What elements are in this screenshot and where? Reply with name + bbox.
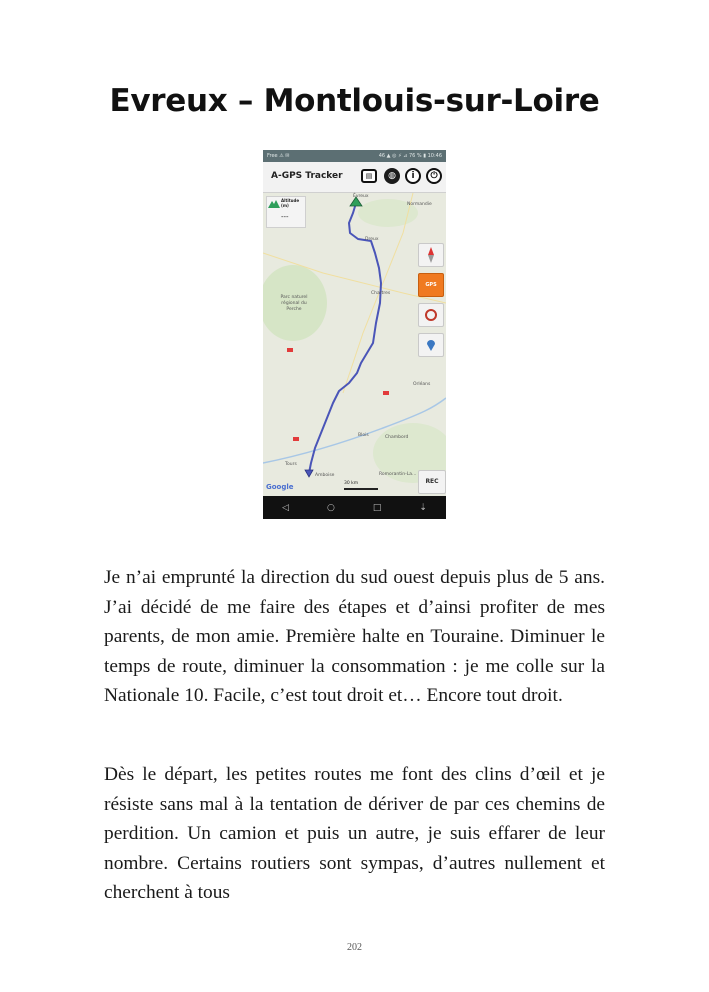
road-sign-icon xyxy=(383,391,389,395)
compass-icon xyxy=(426,247,436,263)
status-bar xyxy=(263,150,446,162)
map-label-romorantin: Romorantin-La... xyxy=(379,472,417,477)
notifications-icon[interactable]: ⇣ xyxy=(419,502,427,513)
body-paragraph: Dès le départ, les petites routes me font des clins d’œil et je résiste sans mal à la tentation de dériver de par ces chemins de perdition. Un camion et puis un autre, je suis effarer de leur nombre. Certains routiers sont sympas, d’autres nullement et cherchent à tous xyxy=(104,764,605,904)
altitude-label: Altitude (m) xyxy=(281,198,300,208)
mountain-icon xyxy=(268,199,280,208)
map-label-orleans: Orléans xyxy=(413,382,431,387)
record-button[interactable]: REC xyxy=(418,470,446,494)
map-label-chambord: Chambord xyxy=(385,435,409,440)
page-title: Evreux – Montlouis-sur-Loire xyxy=(109,83,600,119)
altitude-value: --- xyxy=(281,213,289,221)
app-screenshot xyxy=(263,150,446,519)
map-label-tours: Tours xyxy=(285,462,297,467)
altitude-widget[interactable] xyxy=(266,196,306,228)
recents-icon[interactable]: □ xyxy=(372,502,382,513)
map-label-dreux: Dreux xyxy=(365,237,379,242)
pin-icon xyxy=(426,339,436,351)
app-toolbar xyxy=(263,162,446,193)
map-label-amboise: Amboise xyxy=(315,473,335,478)
gps-button[interactable]: GPS xyxy=(418,273,444,297)
power-icon[interactable]: ⏻ xyxy=(426,168,442,184)
compass-button[interactable] xyxy=(418,243,444,267)
sd-card-icon[interactable]: ▤ xyxy=(361,169,377,183)
map-label-blois: Blois xyxy=(358,433,369,438)
info-icon[interactable]: i xyxy=(405,168,421,184)
road-sign-icon xyxy=(287,348,293,352)
road-sign-icon xyxy=(293,437,299,441)
map-label-chartres: Chartres xyxy=(371,291,391,296)
toolbar-icons xyxy=(359,168,442,184)
map-label-evreux: Évreux xyxy=(353,194,369,199)
center-location-button[interactable] xyxy=(418,303,444,327)
status-left: Free ⚠ ✉ xyxy=(267,153,290,159)
home-icon[interactable]: ○ xyxy=(326,502,335,513)
map-scale-label: 30 km xyxy=(344,481,359,486)
map-scale-bar xyxy=(344,488,378,490)
google-logo: Google xyxy=(266,483,294,491)
back-icon[interactable]: ◁ xyxy=(282,502,289,513)
android-nav-bar xyxy=(263,496,446,519)
status-right: 46 ▲ ◎ ⚡ ⊿ 76 % ▮ 10:46 xyxy=(378,153,442,159)
marker-button[interactable] xyxy=(418,333,444,357)
globe-icon[interactable]: ◍ xyxy=(384,168,400,184)
app-title: A-GPS Tracker xyxy=(271,171,343,181)
target-icon xyxy=(425,309,437,321)
map-label-normandie: Normandie xyxy=(407,202,432,207)
map-label-parc: Parc naturel régional du Perche xyxy=(280,295,308,312)
body-paragraph: Je n’ai emprunté la direction du sud ouest depuis plus de 5 ans. J’ai décidé de me faire des étapes et d’ainsi profiter de mes parents, de mon amie. Première halte en Touraine. Diminuer le temps de route, diminuer la consommation : je me colle sur la Nationale 10. Facile, c’est tout droit et… Encore tout droit. xyxy=(104,567,605,707)
page-number: 202 xyxy=(347,942,362,953)
